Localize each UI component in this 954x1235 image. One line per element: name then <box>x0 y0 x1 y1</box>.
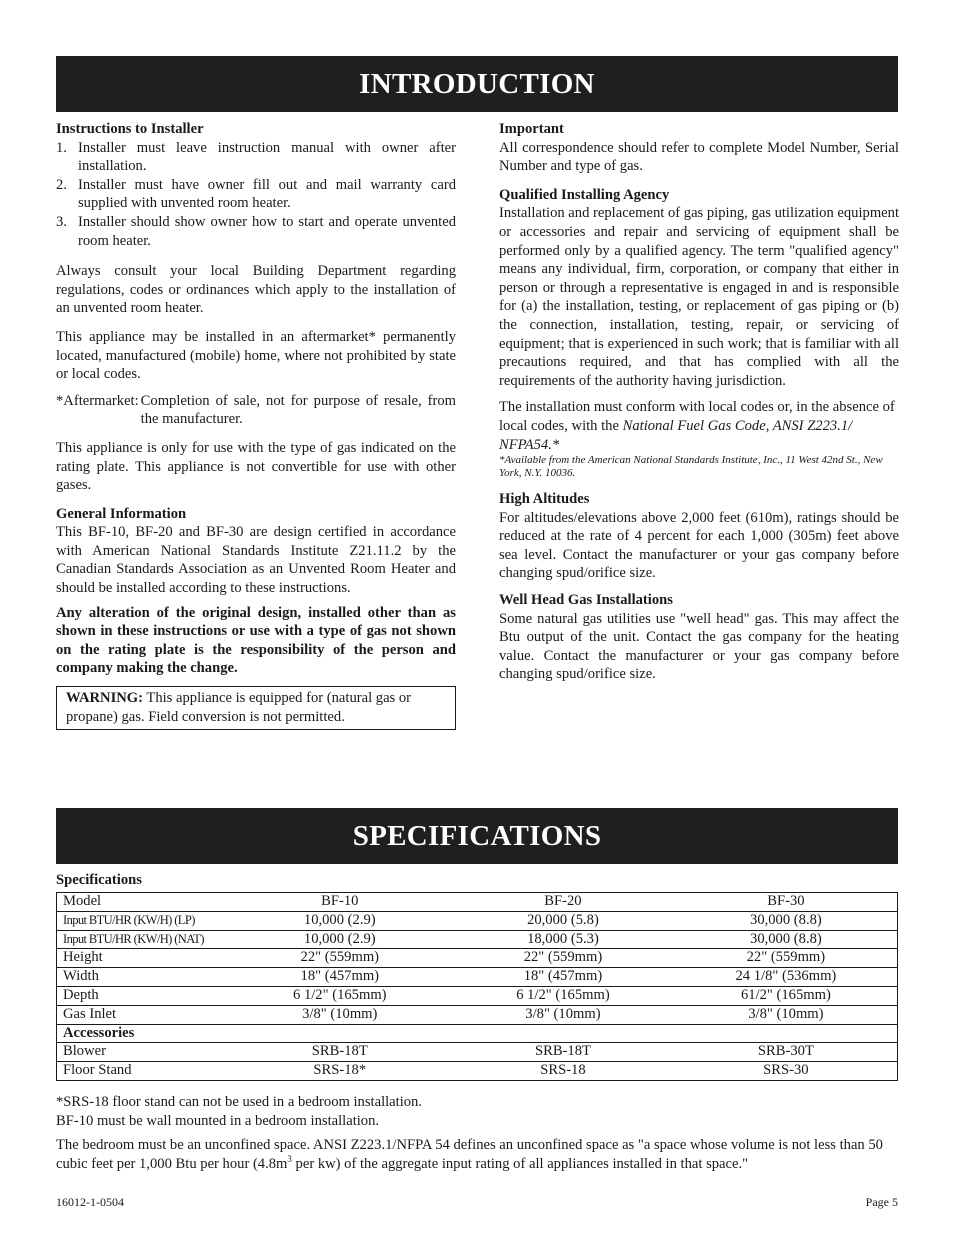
list-item <box>56 176 456 213</box>
table-row <box>57 1043 898 1062</box>
row-label: Depth <box>57 986 229 1005</box>
warning-label: WARNING: <box>66 690 144 707</box>
table-cell: 18" (457mm) <box>451 968 675 987</box>
important-heading: Important <box>499 121 564 137</box>
aftermarket-definition <box>56 392 456 429</box>
specifications-table <box>56 892 898 1081</box>
wellhead-text: Some natural gas utilities use "well head" gas. This may affect the Btu output of the unit. Contact the gas company for the heating value. Contact the manufacturer or your gas company before changing spud/orifice size. <box>499 610 899 683</box>
list-number: 3. <box>56 213 67 230</box>
row-label: Gas Inlet <box>57 1005 229 1024</box>
list-number: 2. <box>56 176 67 193</box>
superscript: 3 <box>287 1153 292 1164</box>
table-cell: 22" (559mm) <box>675 949 898 968</box>
table-row <box>57 986 898 1005</box>
wall-mount-note: BF-10 must be wall mounted in a bedroom installation. <box>56 1112 380 1129</box>
table-row <box>57 949 898 968</box>
table-row <box>57 1005 898 1024</box>
table-cell: 30,000 (8.8) <box>675 930 898 949</box>
table-cell: SRB-18T <box>228 1043 451 1062</box>
warning-text: This appliance is equipped for (natural gas or propane) gas. Field conversion is not permitted. <box>66 690 412 725</box>
general-text: This BF-10, BF-20 and BF-30 are design certified in accordance with American National Standards Institute Z21.11.2 by the Canadian Standards Association as an Unvented Room Heater and should be installed according to these instructions. <box>56 524 456 597</box>
table-cell: 18" (457mm) <box>228 968 451 987</box>
codes-text: The installation must conform with local codes or, in the absence of local codes, with the <box>499 399 895 434</box>
codes-italic: National Fuel Gas Code, ANSI Z223.1/ NFPA54.* <box>499 417 853 453</box>
table-cell: 6 1/2" (165mm) <box>451 986 675 1005</box>
installer-list <box>56 139 456 251</box>
table-cell: 24 1/8" (536mm) <box>675 968 898 987</box>
intro-left-column <box>56 120 456 730</box>
aftermarket-paragraph: This appliance may be installed in an aftermarket* permanently located, manufactured (mobile) home, where not prohibited by state or local codes. <box>56 328 456 383</box>
aftermarket-label: *Aftermarket: <box>56 392 139 409</box>
floor-stand-note: *SRS-18 floor stand can not be used in a bedroom installation. <box>56 1094 423 1110</box>
alteration-text: Any alteration of the original design, installed other than as shown in these instructions or use with a type of gas not shown on the rating plate is the responsibility of the person and company making the change. <box>56 604 456 677</box>
table-cell: 22" (559mm) <box>451 949 675 968</box>
table-cell: SRS-18 <box>451 1062 675 1081</box>
row-label: Input BTU/HR (KW/H) (LP) <box>57 911 229 930</box>
table-cell: SRB-30T <box>675 1043 898 1062</box>
table-cell: 3/8" (10mm) <box>228 1005 451 1024</box>
list-text: Installer should show owner how to start and operate unvented room heater. <box>78 213 456 249</box>
ansi-note: *Available from the American National Standards Institute, Inc., 11 West 42nd St., New York, N.Y. 10036. <box>499 454 883 480</box>
column-header: BF-20 <box>451 893 675 912</box>
table-row <box>57 1062 898 1081</box>
table-row <box>57 968 898 987</box>
unconfined-text: The bedroom must be an unconfined space. ANSI Z223.1/NFPA 54 defines an unconfined space as "a space whose volume is not less than 50 cubic feet per 1,000 Btu per hour (4.8m <box>56 1137 883 1172</box>
gas-type-paragraph: This appliance is only for use with the type of gas indicated on the rating plate. This appliance is not convertible for use with other gases. <box>56 439 456 494</box>
row-label: Height <box>57 949 229 968</box>
list-item <box>56 139 456 176</box>
altitude-heading: High Altitudes <box>499 491 590 508</box>
agency-text: Installation and replacement of gas piping, gas utilization equipment or accessories and repair and servicing of equipment shall be performed only by a qualified agency. The term "qualified agency" means any individual, firm, corporation, or company that either in person or through a representative is engaged in and is responsible for (a) the installation, testing, or replacement of gas piping or (b) the connection, installation, testing, repair, or servicing of equipment; that is experienced in such work; that is familiar with all precautions required, and that has complied with all the requirements of the authority having jurisdiction. <box>499 205 900 389</box>
general-heading: General Information <box>56 505 187 522</box>
introduction-banner: INTRODUCTION <box>56 56 898 112</box>
column-header: Model <box>57 893 229 912</box>
intro-right-column <box>499 120 899 690</box>
specifications-heading: Specifications <box>56 872 142 888</box>
table-cell: 20,000 (5.8) <box>451 911 675 930</box>
table-cell: 3/8" (10mm) <box>675 1005 898 1024</box>
warning-box <box>56 686 456 730</box>
important-text: All correspondence should refer to complete Model Number, Serial Number and type of gas. <box>499 139 899 175</box>
table-row <box>57 930 898 949</box>
list-text: Installer must have owner fill out and mail warranty card supplied with unvented room heater. <box>78 176 456 212</box>
unconfined-space-paragraph <box>56 1136 898 1173</box>
table-cell: 30,000 (8.8) <box>675 911 898 930</box>
table-cell: 18,000 (5.3) <box>451 930 675 949</box>
agency-heading: Qualified Installing Agency <box>499 186 670 203</box>
row-label: Input BTU/HR (KW/H) (NAT) <box>57 930 229 949</box>
table-cell: 22" (559mm) <box>228 949 451 968</box>
list-text: Installer must leave instruction manual with owner after installation. <box>78 139 456 175</box>
aftermarket-text: Completion of sale, not for purpose of resale, from the manufacturer. <box>140 392 456 428</box>
list-item <box>56 213 456 250</box>
codes-paragraph <box>499 398 899 454</box>
table-cell: SRS-30 <box>675 1062 898 1081</box>
column-header: BF-10 <box>228 893 451 912</box>
table-cell: 61/2" (165mm) <box>675 986 898 1005</box>
unconfined-text-end: per kw) of the aggregate input rating of all appliances installed in that space." <box>291 1155 749 1172</box>
table-cell: SRS-18* <box>228 1062 451 1081</box>
row-label: Floor Stand <box>57 1062 229 1081</box>
table-cell: 10,000 (2.9) <box>228 911 451 930</box>
document-number: 16012-1-0504 <box>56 1195 124 1209</box>
wellhead-heading: Well Head Gas Installations <box>499 592 673 609</box>
column-header: BF-30 <box>675 893 898 912</box>
row-label: Blower <box>57 1043 229 1062</box>
specifications-banner: SPECIFICATIONS <box>56 808 898 864</box>
row-label: Width <box>57 968 229 987</box>
table-cell: 3/8" (10mm) <box>451 1005 675 1024</box>
table-header-row <box>57 893 898 912</box>
spec-notes <box>56 1093 898 1173</box>
accessories-row <box>57 1024 898 1043</box>
list-number: 1. <box>56 139 67 156</box>
consult-paragraph: Always consult your local Building Department regarding regulations, codes or ordinances which apply to the installation of an unvented room heater. <box>56 263 456 317</box>
accessories-label: Accessories <box>57 1024 898 1043</box>
table-cell: 10,000 (2.9) <box>228 930 451 949</box>
table-row <box>57 911 898 930</box>
installer-heading: Instructions to Installer <box>56 121 204 137</box>
page-number: Page 5 <box>865 1195 898 1209</box>
altitude-text: For altitudes/elevations above 2,000 feet (610m), ratings should be reduced at the rate of 4 percent for each 1,000 (305m) feet above sea level. Contact the manufacturer or your gas company before changing spud/orifice size. <box>499 509 899 582</box>
table-cell: SRB-18T <box>451 1043 675 1062</box>
table-cell: 6 1/2" (165mm) <box>228 986 451 1005</box>
